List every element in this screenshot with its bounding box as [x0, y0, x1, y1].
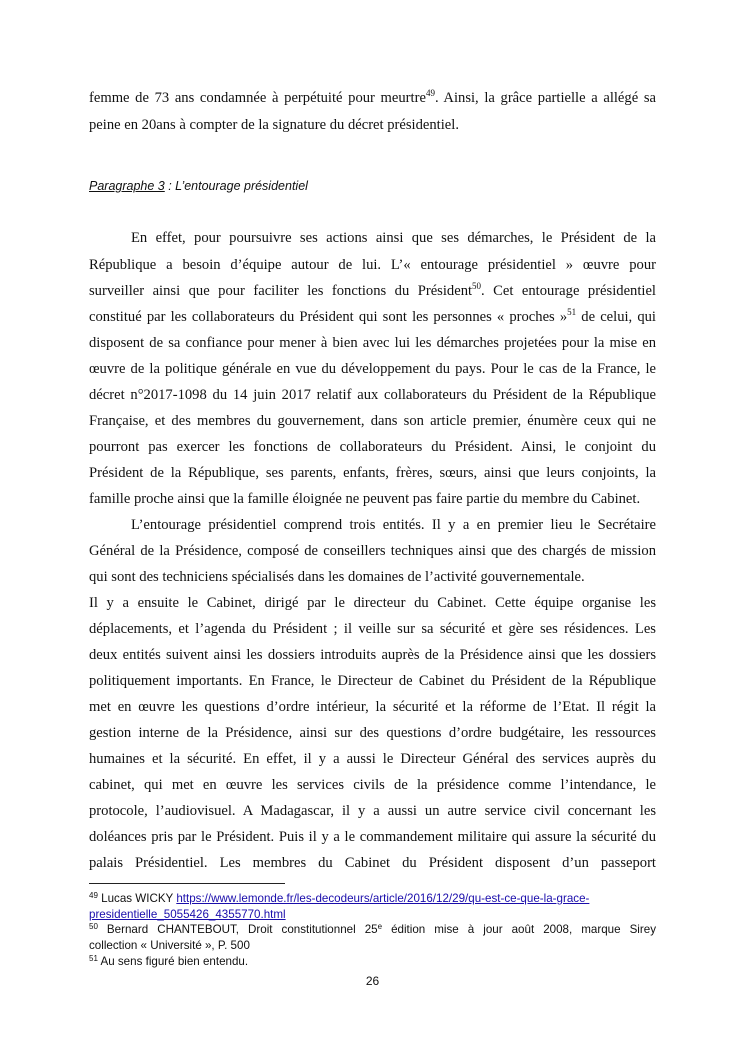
- footnote-51: $^{51}$ Au sens figuré bien entendu.: [89, 954, 249, 968]
- text-line: disposent de sa confiance pour mener à bien avec lui les démarches projetées pour la mise en: [89, 335, 656, 351]
- text-line: humaines et la sécurité. En effet, il y a aussi le Directeur Général des services auprès du: [89, 751, 656, 767]
- text-line: L’entourage présidentiel comprend trois entités. Il y a en premier lieu le Secrétaire: [131, 517, 656, 533]
- footnote-49-cont: [89, 907, 656, 922]
- footnote-separator: [89, 883, 285, 884]
- text-line: cabinet, qui met en œuvre les services civils de la présidence comme l’intendance, le: [89, 777, 656, 793]
- text-line: met en œuvre les questions d’ordre intérieur, la sécurité et la réforme de l’Etat. Il régit la: [89, 699, 656, 715]
- footnote-50: $^{50}$ Bernard CHANTEBOUT, Droit constitutionnel 25e édition mise à jour août 2008, marque Sirey: [89, 922, 656, 936]
- footnote-ref[interactable]: 50: [472, 281, 482, 291]
- heading-label: Paragraphe 3: [89, 179, 165, 193]
- text-line: surveiller ainsi que pour faciliter les fonctions du Président$^{50}$. Cet entourage présidentiel: [89, 281, 656, 299]
- text-line: constitué par les collaborateurs du Président qui sont les personnes « proches »$^{51}$ de celui, qui: [89, 307, 656, 325]
- text-line: palais Présidentiel. Les membres du Cabinet du Président disposent d’un passeport: [89, 855, 656, 871]
- text-line: Général de la Présidence, composé de conseillers techniques ainsi que des chargés de mission: [89, 543, 656, 559]
- footnote-link[interactable]: presidentielle_5055426_4355770.html: [89, 908, 286, 921]
- text-line: République a besoin d’équipe autour de lui. L’« entourage présidentiel » œuvre pour: [89, 257, 656, 273]
- text-line: qui sont des techniciens spécialisés dans les domaines de l’activité gouvernementale.: [89, 569, 585, 585]
- page-number: 26: [365, 974, 380, 988]
- footnote-49: $^{49}$ Lucas WICKY https://www.lemonde.fr/les-decodeurs/article/2016/12/29/qu-est-ce-que-la-grace-: [89, 891, 590, 905]
- text-line: En effet, pour poursuivre ses actions ainsi que ses démarches, le Président de la: [131, 230, 656, 246]
- text-line: femme de 73 ans condamnée à perpétuité pour meurtre$^{49}$. Ainsi, la grâce partielle a allégé sa: [89, 88, 656, 106]
- section-heading: [89, 179, 308, 193]
- text-line: déplacements, et l’agenda du Président ; il veille sur sa sécurité et gère ses résidences. Les: [89, 621, 656, 637]
- text-line: peine en 20ans à compter de la signature du décret présidentiel.: [89, 117, 459, 133]
- footnote-ref[interactable]: 49: [425, 88, 435, 98]
- heading-title: : L’entourage présidentiel: [164, 179, 308, 193]
- text-line: œuvre de la politique générale en vue du développement du pays. Pour le cas de la France, le: [89, 361, 656, 377]
- footnote-link[interactable]: https://www.lemonde.fr/les-decodeurs/article/2016/12/29/qu-est-ce-que-la-grace-: [176, 892, 590, 905]
- text-line: gestion interne de la Présidence, ainsi sur des questions d’ordre budgétaire, les ressources: [89, 725, 656, 741]
- text-line: famille proche ainsi que la famille éloignée ne peuvent pas faire partie du membre du Cabinet.: [89, 491, 641, 507]
- text-line: doléances pris par le Président. Puis il y a le commandement militaire qui assure la sécurité du: [89, 829, 656, 845]
- text-line: Président de la République, ses parents, enfants, frères, sœurs, ainsi que leurs conjoints, la: [89, 465, 656, 481]
- text-line: décret n°2017-1098 du 14 juin 2017 relatif aux collaborateurs du Président de la République: [89, 387, 656, 403]
- text-line: Française, et des membres du gouvernement, dans son article premier, énumère ceux qui ne: [89, 413, 656, 429]
- footnote-50-cont: collection « Université », P. 500: [89, 939, 250, 952]
- text-line: politiquement importants. En France, le Directeur de Cabinet du Président de la République: [89, 673, 656, 689]
- text-line: pourront pas exercer les fonctions de collaborateurs du Président. Ainsi, le conjoint du: [89, 439, 656, 455]
- text-line: Il y a ensuite le Cabinet, dirigé par le directeur du Cabinet. Cette équipe organise les: [89, 595, 656, 611]
- text-line: protocole, l’audiovisuel. A Madagascar, il y a aussi un autre service civil concernant les: [89, 803, 656, 819]
- text-line: deux entités suivent ainsi les dossiers introduits auprès de la Présidence ainsi que les dossiers: [89, 647, 656, 663]
- footnote-ref[interactable]: 51: [567, 307, 577, 317]
